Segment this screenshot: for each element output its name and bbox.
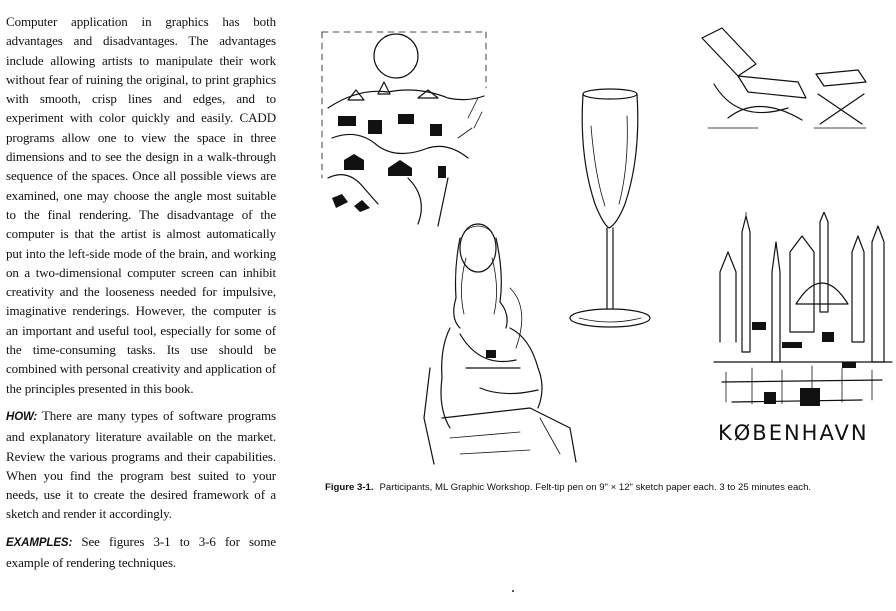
how-label: HOW: (6, 410, 38, 423)
main-paragraph: Computer application in graphics has both advantages and disadvantages. The advantages include allowing artists to manipulate their work without fear of ruining the original, to print graphics with smooth, crisp lines and edges, and to experiment with color quickly and easily. CADD programs allow one to view the space in three dimensions and to see the design in a walk-through sequence of the spaces. Once all possible views are examined, one may choose the angle most suitable to the final rendering. The disadvantage of the computer is that the artist is almost automatically put into the left-side mode of the brain, and working on a two-dimensional computer screen can inhibit creativity and the looseness needed for impulsive, imaginative renderings. However, the computer is an important and useful tool, especially for some of the time-consuming tasks. Its use should be combined with personal creativity and application of the principles presented in this book. (6, 14, 276, 396)
page-speck (512, 590, 514, 592)
how-paragraph (6, 406, 276, 524)
how-text: There are many types of software programs and explanatory literature available on the market. Review the various programs and their capabilities. When you find the program best suited to your needs, use it to create the desired framework of a sketch and render it accordingly. (6, 407, 276, 522)
figure-caption-text: Participants, ML Graphic Workshop. Felt-tip pen on 9" × 12" sketch paper each. 3 to 25 minutes each. (379, 482, 812, 493)
copenhagen-lettering: KØBENHAVN (718, 421, 869, 445)
lounge-chair-sketch (698, 24, 870, 136)
examples-label: EXAMPLES: (6, 536, 73, 549)
body-text-column (6, 12, 276, 572)
figure-caption (325, 482, 895, 493)
examples-text: See figures 3-1 to 3-6 for some example of rendering techniques. (6, 533, 276, 571)
figure-label: Figure 3-1. (325, 482, 374, 493)
copenhagen-skyline-sketch (712, 212, 894, 420)
examples-paragraph (6, 532, 276, 573)
seated-figure-sketch (420, 218, 580, 468)
hillside-village-sketch (318, 28, 490, 228)
